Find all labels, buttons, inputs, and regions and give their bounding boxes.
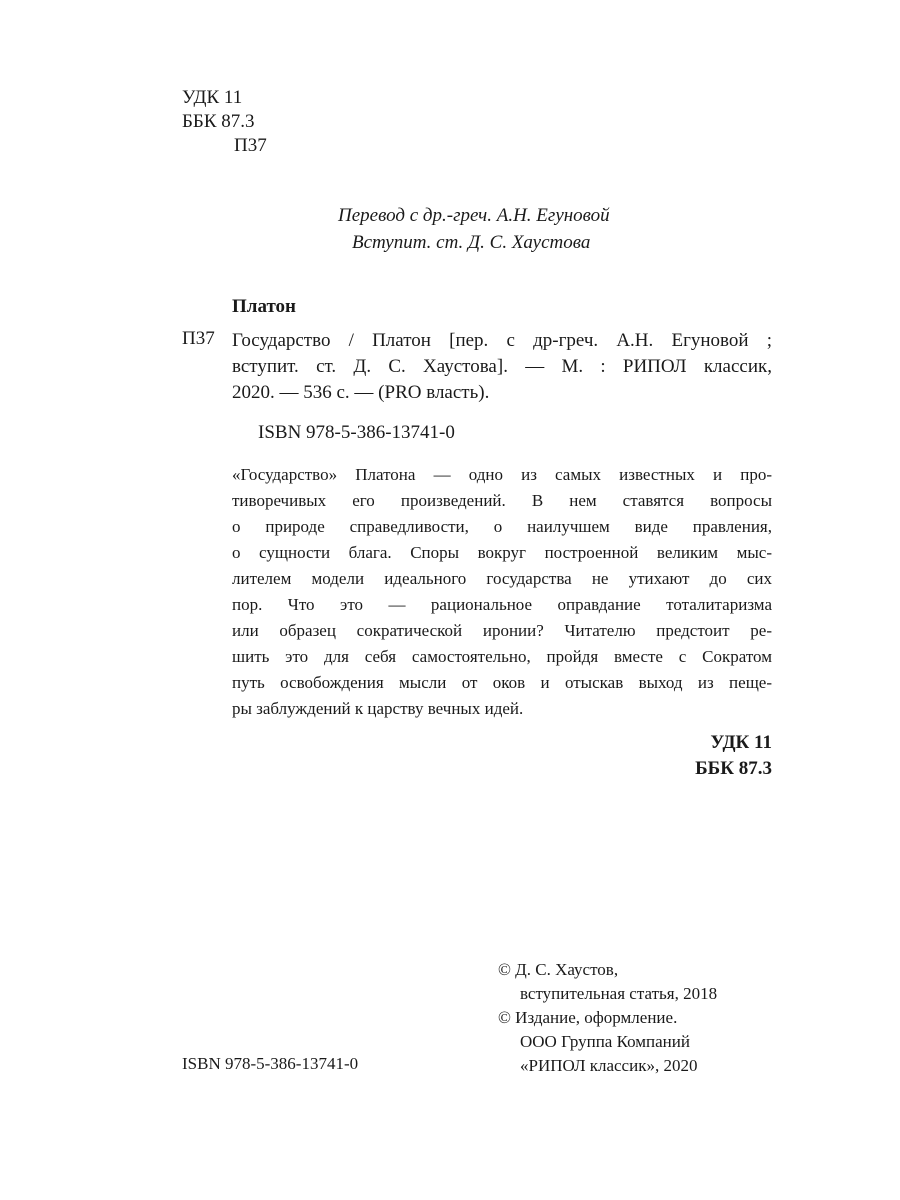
- annotation-line: ры заблуждений к царству вечных идей.: [232, 699, 524, 718]
- annotation-line: «Государство» Платона — одно из самых известных и про-: [232, 465, 772, 484]
- bbk-code: ББК 87.3: [182, 111, 255, 132]
- bbk-code-bold: ББК 87.3: [695, 758, 772, 779]
- biblio-line: Государство / Платон [пер. с др-греч. А.Н. Егуновой ;: [232, 330, 772, 351]
- udk-code: УДК 11: [182, 87, 243, 108]
- author-mark: П37: [234, 135, 267, 156]
- record-code: П37: [182, 328, 215, 349]
- annotation-line: пор. Что это — рациональное оправдание тоталитаризма: [232, 595, 772, 614]
- translation-credits: [338, 202, 610, 256]
- annotation-paragraph: [232, 462, 772, 722]
- right-classification: [695, 730, 772, 782]
- biblio-line: 2020. — 536 с. — (PRO власть).: [232, 382, 490, 403]
- copyright-block: [498, 958, 717, 1078]
- intro-credit: Вступит. ст. Д. С. Хаустова: [352, 232, 591, 253]
- record-author: Платон: [232, 296, 296, 317]
- copyright-author: © Д. С. Хаустов,: [498, 960, 619, 979]
- annotation-line: о сущности блага. Споры вокруг построенной великим мыс-: [232, 543, 772, 562]
- annotation-line: шить это для себя самостоятельно, пройдя вместе с Сократом: [232, 647, 772, 666]
- copyright-author-detail: вступительная статья, 2018: [520, 984, 718, 1003]
- translator-credit: Перевод с др.-греч. А.Н. Егуновой: [338, 205, 610, 226]
- annotation-line: путь освобождения мысли от оков и отыскав выход из пеще-: [232, 673, 772, 692]
- biblio-line: вступит. ст. Д. С. Хаустова]. — М. : РИПОЛ классик,: [232, 356, 772, 377]
- bottom-isbn: ISBN 978-5-386-13741-0: [182, 1054, 359, 1073]
- copyright-edition: © Издание, оформление.: [498, 1008, 678, 1027]
- annotation-line: лителем модели идеального государства не утихают до сих: [232, 569, 772, 588]
- annotation-line: тиворечивых его произведений. В нем ставятся вопросы: [232, 491, 772, 510]
- bibliographic-description: [232, 328, 772, 406]
- top-classification: [182, 86, 267, 158]
- record-isbn: ISBN 978-5-386-13741-0: [258, 422, 455, 443]
- udk-code-bold: УДК 11: [710, 732, 772, 753]
- annotation-line: или образец сократической иронии? Читателю предстоит ре-: [232, 621, 772, 640]
- annotation-line: о природе справедливости, о наилучшем виде правления,: [232, 517, 772, 536]
- copyright-publisher-detail: «РИПОЛ классик», 2020: [520, 1056, 698, 1075]
- copyright-publisher: ООО Группа Компаний: [520, 1032, 690, 1051]
